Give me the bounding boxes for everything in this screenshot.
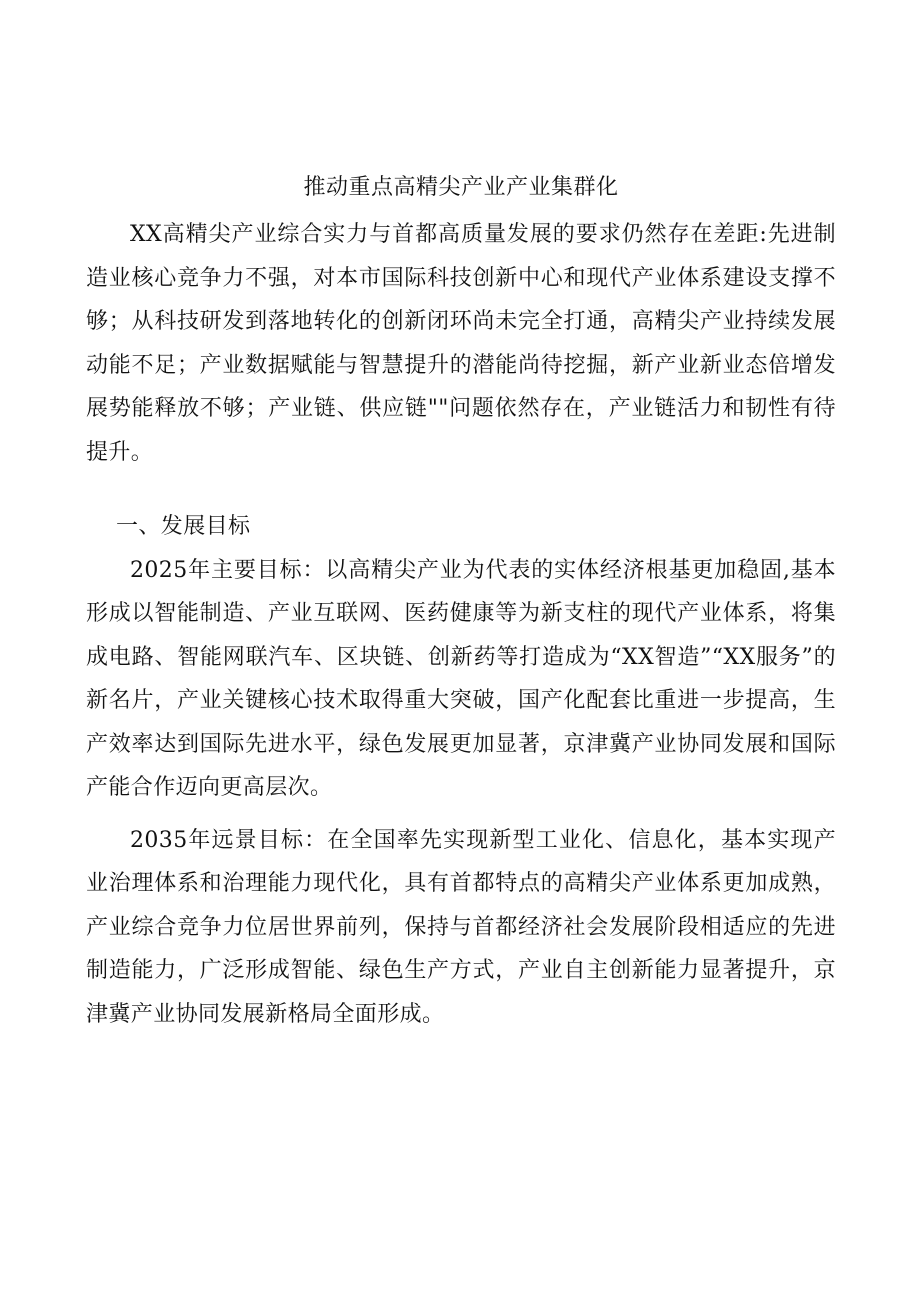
intro-paragraph: XX高精尖产业综合实力与首都高质量发展的要求仍然存在差距:先进制造业核心竞争力不强，对本市国际科技创新中心和现代产业体系建设支撑不够；从科技研发到落地转化的创新闭环尚未完全打通，高精尖产业持续发展动能不足；产业数据赋能与智慧提升的潜能尚待挖掘，新产业新业态倍增发展势能释放不够；产业链、供应链""问题依然存在，产业链活力和韧性有待提升。	[86, 222, 836, 465]
section-heading: 一、发展目标	[116, 514, 251, 539]
goal-2025-paragraph: 2025年主要目标：以高精尖产业为代表的实体经济根基更加稳固,基本形成以智能制造、产业互联网、医药健康等为新支柱的现代产业体系，将集成电路、智能网联汽车、区块链、创新药等打造成为“XX智造”“XX服务”的新名片，产业关键核心技术取得重大突破，国产化配套比重进一步提高，生产效率达到国际先进水平，绿色发展更加显著，京津冀产业协同发展和国际产能合作迈向更高层次。	[86, 557, 836, 800]
goal-2035-paragraph: 2035年远景目标：在全国率先实现新型工业化、信息化，基本实现产业治理体系和治理能力现代化，具有首都特点的高精尖产业体系更加成熟，产业综合竞争力位居世界前列，保持与首都经济社会发展阶段相适应的先进制造能力，广泛形成智能、绿色生产方式，产业自主创新能力显著提升，京津冀产业协同发展新格局全面形成。	[86, 827, 836, 1027]
document-title: 推动重点高精尖产业产业集群化	[303, 175, 619, 200]
